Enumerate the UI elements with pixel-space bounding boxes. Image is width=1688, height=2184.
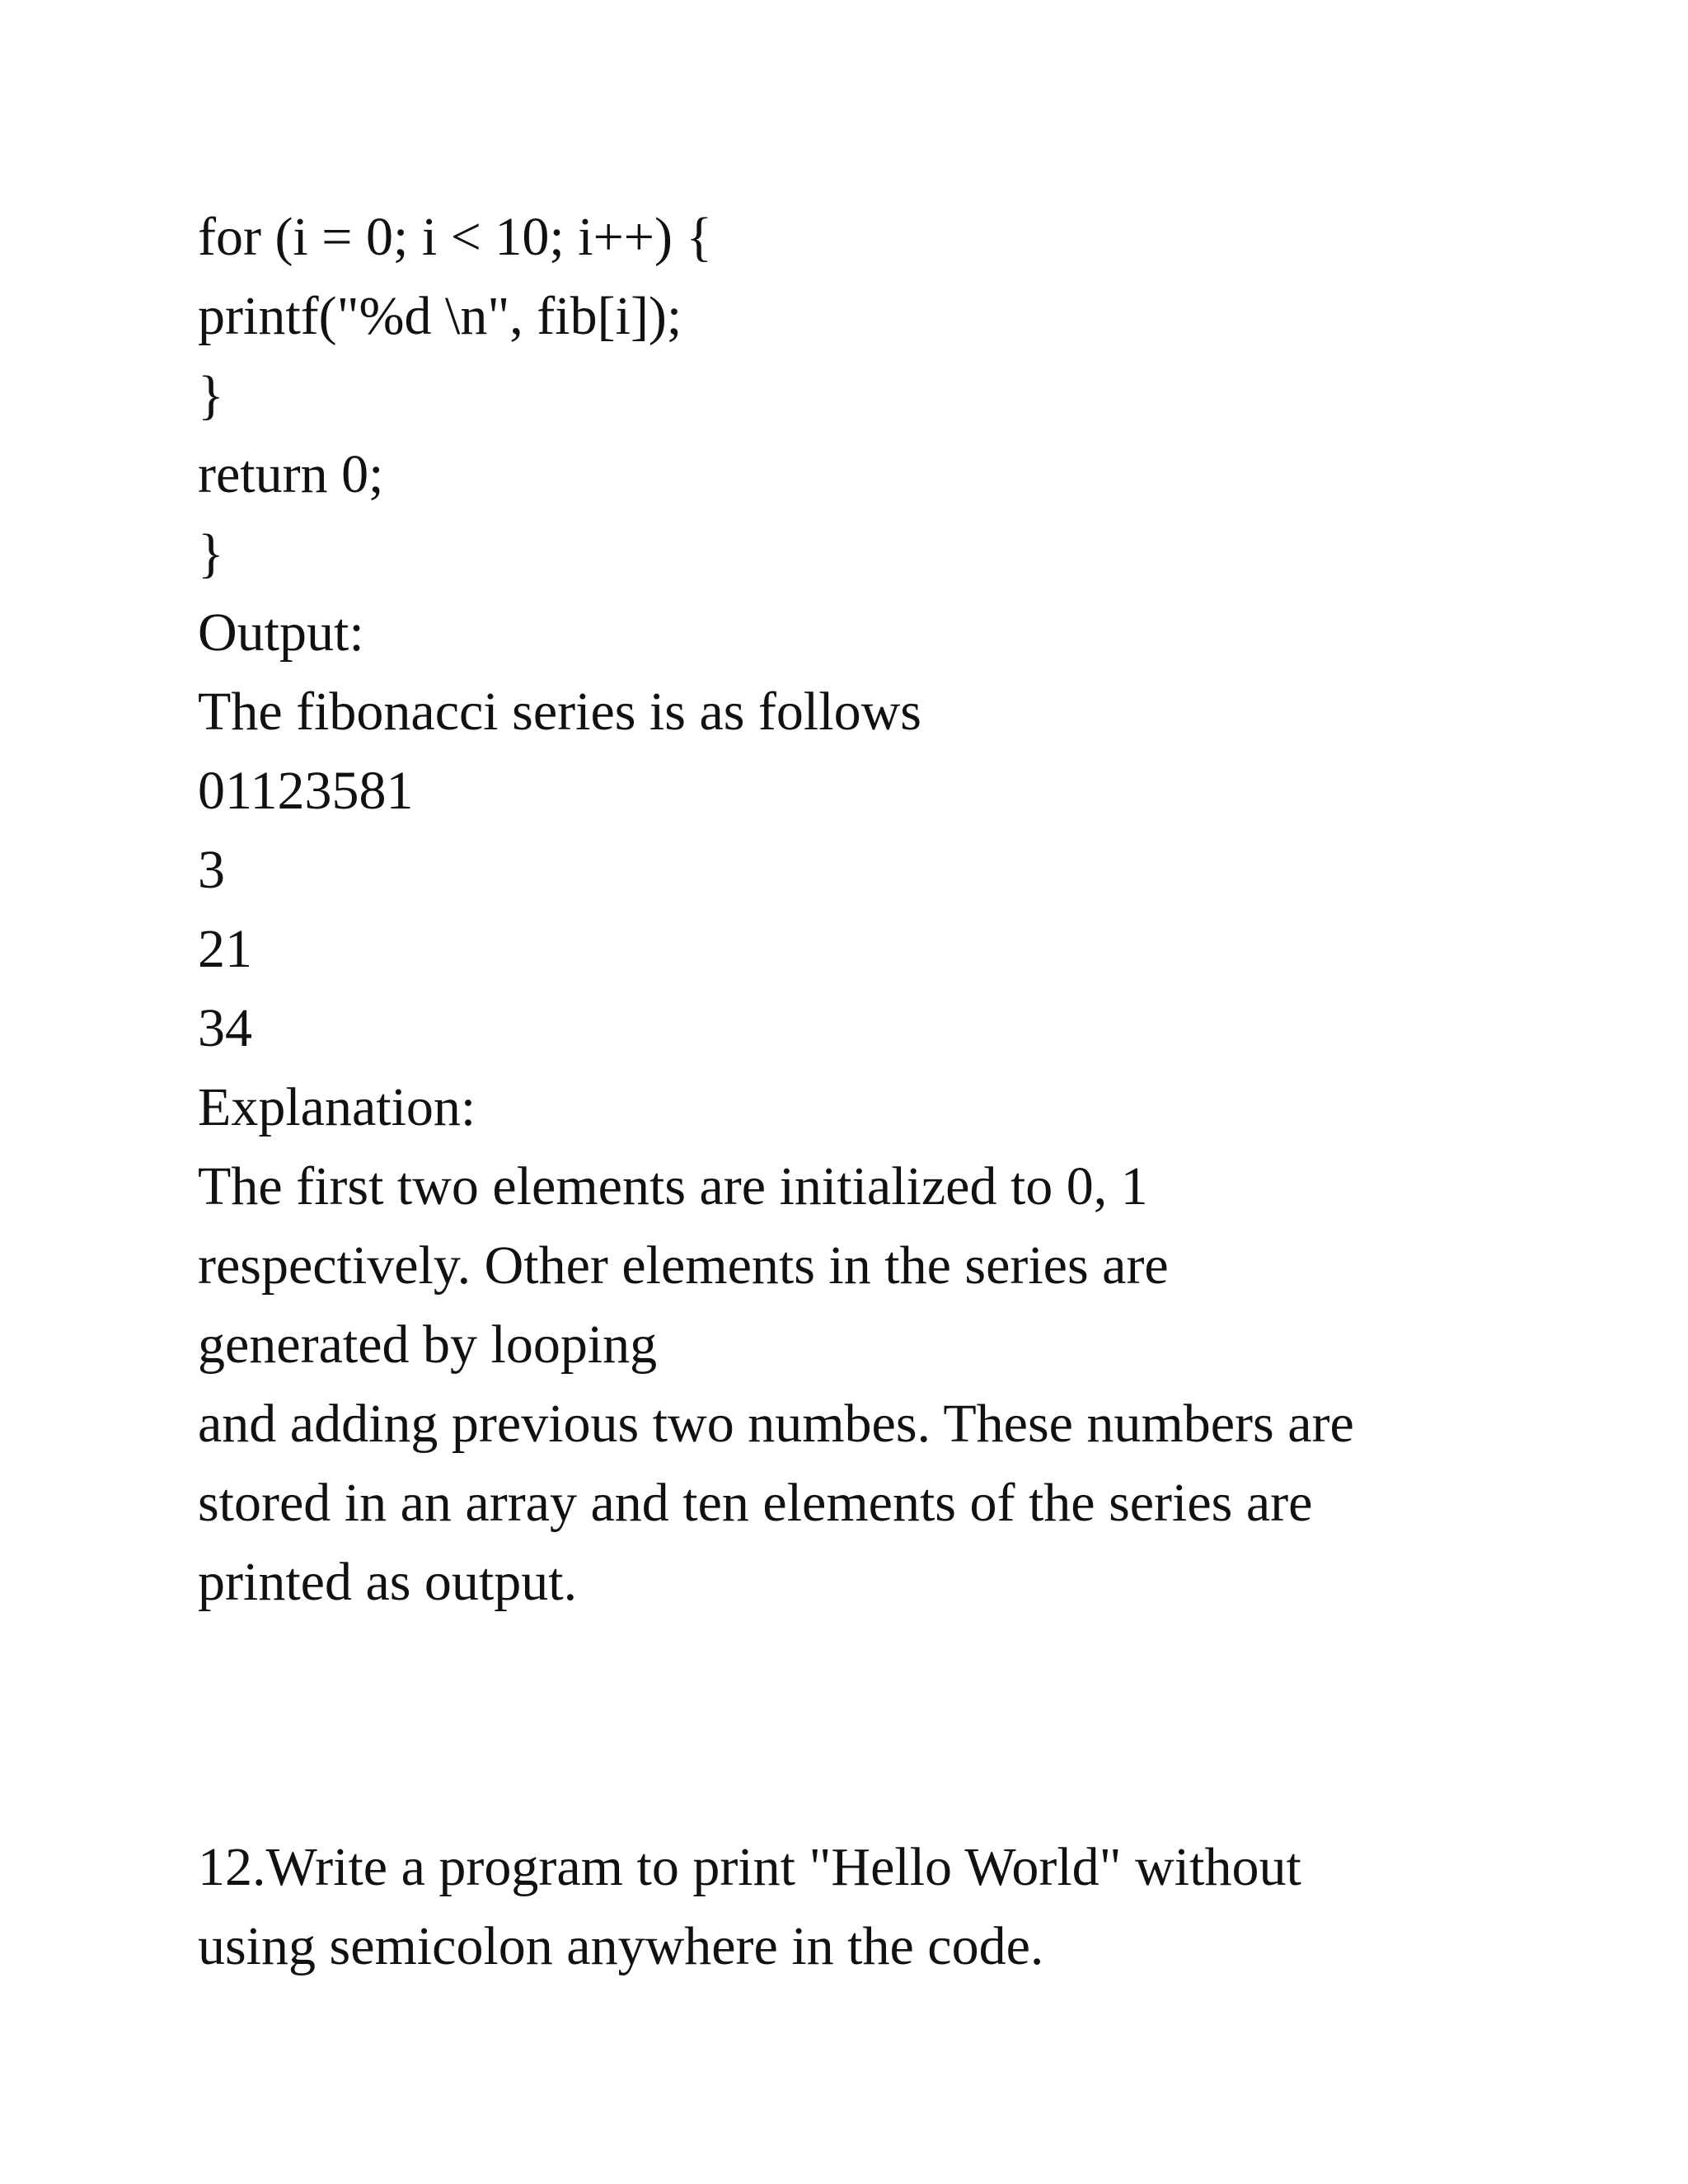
section-spacer bbox=[198, 1622, 1550, 1828]
output-line: The fibonacci series is as follows bbox=[198, 682, 921, 742]
code-line: return 0; bbox=[198, 444, 384, 504]
explanation-line: generated by looping bbox=[198, 1315, 658, 1375]
explanation-heading: Explanation: bbox=[198, 1077, 476, 1137]
question-line: 12.Write a program to print "Hello World" without bbox=[198, 1837, 1301, 1897]
explanation-line: printed as output. bbox=[198, 1552, 578, 1612]
explanation-section bbox=[198, 1068, 1550, 1622]
output-line: 21 bbox=[198, 919, 252, 979]
question-line: using semicolon anywhere in the code. bbox=[198, 1916, 1044, 1976]
output-line: 34 bbox=[198, 998, 252, 1058]
code-line: for (i = 0; i < 10; i++) { bbox=[198, 207, 713, 267]
output-section bbox=[198, 593, 1550, 1068]
document-page bbox=[198, 198, 1550, 1986]
explanation-line: stored in an array and ten elements of the series are bbox=[198, 1473, 1313, 1533]
question-section bbox=[198, 1828, 1550, 1986]
output-line: 3 bbox=[198, 840, 225, 900]
code-line: } bbox=[198, 523, 224, 583]
code-block bbox=[198, 198, 1550, 593]
code-line: } bbox=[198, 365, 224, 425]
explanation-line: The first two elements are initialized to 0, 1 bbox=[198, 1156, 1148, 1216]
explanation-line: and adding previous two numbes. These numbers are bbox=[198, 1394, 1354, 1454]
explanation-line: respectively. Other elements in the series are bbox=[198, 1235, 1169, 1296]
output-line: 01123581 bbox=[198, 761, 414, 821]
code-line: printf("%d \n", fib[i]); bbox=[198, 286, 682, 346]
output-heading: Output: bbox=[198, 602, 364, 663]
